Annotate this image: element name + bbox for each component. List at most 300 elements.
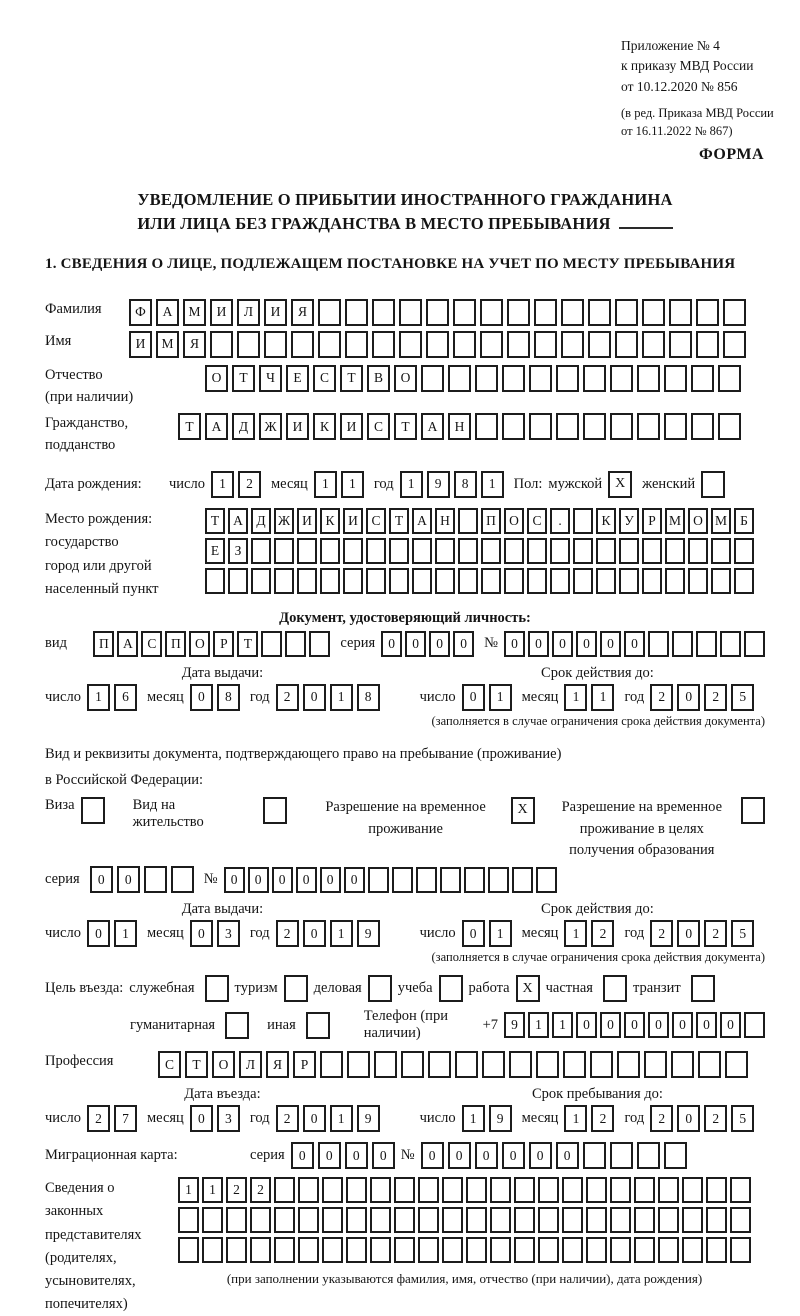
form-cell: 3 — [217, 1105, 240, 1132]
form-cell — [322, 1237, 343, 1263]
form-cell — [730, 1207, 751, 1233]
form-cell — [455, 1051, 478, 1078]
form-cell — [536, 867, 557, 893]
given-name-row — [45, 331, 765, 358]
residence-permit-label: Вид на жительство — [132, 796, 204, 830]
year-label: год — [373, 475, 394, 492]
form-cell: 1 — [114, 920, 137, 947]
form-cell — [226, 1237, 247, 1263]
form-cell — [274, 538, 294, 564]
form-cell — [442, 1237, 463, 1263]
form-cell: 2 — [704, 1105, 727, 1132]
form-cell: 0 — [429, 631, 450, 657]
form-cell: Т — [205, 508, 225, 534]
form-cell — [562, 1177, 583, 1203]
form-cell: 2 — [87, 1105, 110, 1132]
form-cell — [556, 413, 579, 440]
permit-series-cells — [90, 866, 194, 893]
form-cell — [237, 331, 260, 358]
form-cell — [562, 1207, 583, 1233]
surname-row — [45, 299, 765, 326]
form-cell: 9 — [357, 1105, 380, 1132]
form-cell — [688, 538, 708, 564]
form-cell: 1 — [202, 1177, 223, 1203]
form-cell — [711, 538, 731, 564]
form-cell — [583, 1142, 606, 1169]
birth-place-row1-cells — [205, 508, 754, 534]
form-cell — [481, 568, 501, 594]
form-cell: 8 — [454, 471, 477, 498]
form-cell: К — [313, 413, 336, 440]
form-cell — [298, 1177, 319, 1203]
form-cell — [590, 1051, 613, 1078]
form-cell — [529, 413, 552, 440]
form-cell: 0 — [529, 1142, 552, 1169]
form-cell — [502, 365, 525, 392]
form-cell — [318, 331, 341, 358]
form-cell: Н — [448, 413, 471, 440]
birth-year-cells — [400, 471, 504, 498]
form-cell — [389, 568, 409, 594]
form-cell — [617, 1051, 640, 1078]
birth-day-cells — [211, 471, 261, 498]
form-cell: Я — [291, 299, 314, 326]
permit-number-label: № — [203, 871, 218, 888]
form-cell: О — [189, 631, 210, 657]
form-cell: Т — [178, 413, 201, 440]
issue-month-cells — [190, 684, 240, 711]
form-cell — [458, 568, 478, 594]
form-cell — [550, 568, 570, 594]
form-cell — [563, 1051, 586, 1078]
form-cell — [399, 331, 422, 358]
form-cell: З — [228, 538, 248, 564]
form-cell: 0 — [556, 1142, 579, 1169]
form-cell — [634, 1207, 655, 1233]
form-cell: И — [129, 331, 152, 358]
form-cell — [442, 1207, 463, 1233]
doc-kind-label: вид — [45, 635, 67, 652]
form-cell: 0 — [303, 920, 326, 947]
form-cell — [696, 631, 717, 657]
purpose-other-checkbox — [306, 1012, 330, 1039]
valid-until-heading: Срок действия до: — [541, 664, 654, 681]
sex-female-label: женский — [642, 475, 696, 492]
birth-date-row — [45, 471, 765, 498]
form-cell: 0 — [318, 1142, 341, 1169]
page-title — [45, 188, 765, 236]
residence-doc-intro: Вид и реквизиты документа, подтверждающего право на пребывание (проживание) в Российской Федерации: — [45, 745, 562, 788]
form-cell: И — [343, 508, 363, 534]
appendix-reference — [621, 36, 774, 140]
form-cell — [711, 568, 731, 594]
form-cell — [718, 413, 741, 440]
form-cell — [573, 508, 593, 534]
form-cell — [691, 413, 714, 440]
form-cell: А — [421, 413, 444, 440]
form-cell: 7 — [114, 1105, 137, 1132]
form-cell: С — [527, 508, 547, 534]
validity-note: (заполняется в случае ограничения срока действия документа) — [431, 713, 765, 728]
form-cell — [418, 1177, 439, 1203]
profession-label: Профессия — [45, 1053, 114, 1070]
form-cell: 0 — [344, 867, 365, 893]
form-cell: О — [205, 365, 228, 392]
issue-date-heading: Дата выдачи: — [181, 901, 264, 918]
form-cell — [527, 538, 547, 564]
form-cell — [274, 568, 294, 594]
birth-month-cells — [314, 471, 364, 498]
form-cell — [665, 538, 685, 564]
form-cell — [682, 1207, 703, 1233]
form-cell: М — [665, 508, 685, 534]
sex-female-checkbox — [701, 471, 725, 498]
form-cell: 1 — [591, 684, 614, 711]
issue-date-heading: Дата выдачи: — [181, 664, 264, 681]
form-cell — [538, 1237, 559, 1263]
form-cell: 0 — [190, 1105, 213, 1132]
purpose-business-label: деловая — [313, 980, 362, 997]
form-cell: 0 — [502, 1142, 525, 1169]
form-cell: 0 — [696, 1012, 717, 1038]
form-cell: С — [141, 631, 162, 657]
phone-cells — [504, 1012, 765, 1038]
form-cell: С — [158, 1051, 181, 1078]
form-cell — [610, 1207, 631, 1233]
form-cell: 1 — [489, 684, 512, 711]
form-cell — [464, 867, 485, 893]
form-cell — [488, 867, 509, 893]
form-cell — [665, 568, 685, 594]
form-cell — [502, 413, 525, 440]
birth-place-row2-cells — [205, 538, 754, 564]
form-cell: Ч — [259, 365, 282, 392]
form-cell — [291, 331, 314, 358]
form-cell: 0 — [677, 684, 700, 711]
title-line2: ИЛИ ЛИЦА БЕЗ ГРАЖДАНСТВА В МЕСТО ПРЕБЫВАНИЯ — [45, 212, 765, 236]
form-cell: И — [210, 299, 233, 326]
form-cell: Т — [394, 413, 417, 440]
form-cell: В — [367, 365, 390, 392]
purpose-tourism-checkbox — [284, 975, 308, 1002]
form-cell — [696, 331, 719, 358]
issue-year-cells — [276, 684, 380, 711]
visa-label: Виза — [45, 796, 75, 813]
form-cell: 0 — [87, 920, 110, 947]
valid-year-cells — [650, 920, 754, 947]
birth-date-label: Дата рождения: — [45, 475, 142, 492]
amendment-reference — [621, 104, 774, 140]
form-cell: 0 — [291, 1142, 314, 1169]
surname-cells — [129, 299, 746, 326]
form-cell — [226, 1207, 247, 1233]
issue-month-cells — [190, 920, 240, 947]
doc-kind-cells — [93, 631, 330, 657]
edu-permit-checkbox — [741, 797, 765, 824]
form-cell — [466, 1237, 487, 1263]
residence-doc-dates-row — [45, 920, 765, 947]
form-cell: 2 — [650, 684, 673, 711]
form-cell — [481, 538, 501, 564]
form-cell — [274, 1237, 295, 1263]
form-cell — [658, 1207, 679, 1233]
form-cell — [637, 413, 660, 440]
migration-series-cells — [291, 1142, 395, 1169]
form-cell — [669, 331, 692, 358]
form-cell — [250, 1207, 271, 1233]
amendment-line: (в ред. Приказа МВД России — [621, 105, 774, 120]
form-cell: Р — [293, 1051, 316, 1078]
form-cell: 8 — [217, 684, 240, 711]
form-cell — [202, 1237, 223, 1263]
validity-note: (заполняется в случае ограничения срока действия документа) — [431, 950, 765, 965]
form-cell — [274, 1177, 295, 1203]
form-cell: 0 — [372, 1142, 395, 1169]
residence-permit-checkbox — [263, 797, 287, 824]
form-cell: 1 — [462, 1105, 485, 1132]
purpose-official-label: служебная — [129, 980, 195, 997]
form-cell: И — [264, 299, 287, 326]
temp-permit-label: Разрешение на временное проживание — [325, 798, 486, 837]
form-cell: А — [205, 413, 228, 440]
arrival-date: число 2 7 месяц 0 3 год 2 0 1 9 — [45, 1105, 380, 1132]
form-cell — [610, 413, 633, 440]
form-cell — [514, 1177, 535, 1203]
form-cell: 0 — [677, 920, 700, 947]
form-cell: 0 — [272, 867, 293, 893]
form-cell — [637, 1142, 660, 1169]
form-cell — [370, 1237, 391, 1263]
form-cell: 0 — [345, 1142, 368, 1169]
issue-day-cells — [87, 920, 137, 947]
form-cell — [389, 538, 409, 564]
form-cell — [664, 365, 687, 392]
form-cell: 0 — [453, 631, 474, 657]
form-cell — [682, 1237, 703, 1263]
form-cell — [178, 1207, 199, 1233]
form-cell — [744, 631, 765, 657]
form-cell: 1 — [400, 471, 423, 498]
form-cell: О — [394, 365, 417, 392]
form-marker: ФОРМА — [698, 146, 764, 163]
given-name-label: Имя — [45, 332, 72, 349]
residence-doc-dates-headings — [45, 901, 765, 918]
form-cell: . — [550, 508, 570, 534]
form-cell — [264, 331, 287, 358]
form-cell — [642, 568, 662, 594]
form-cell: 1 — [341, 471, 364, 498]
sex-male-label: мужской — [548, 475, 603, 492]
form-cell — [346, 1177, 367, 1203]
form-cell: Д — [232, 413, 255, 440]
form-cell: Р — [213, 631, 234, 657]
form-cell — [644, 1051, 667, 1078]
citizenship-row — [45, 413, 765, 457]
form-cell — [596, 568, 616, 594]
form-cell — [504, 568, 524, 594]
form-cell — [322, 1177, 343, 1203]
form-cell — [426, 299, 449, 326]
form-cell — [228, 568, 248, 594]
form-cell: 3 — [217, 920, 240, 947]
form-cell — [619, 538, 639, 564]
form-cell — [615, 331, 638, 358]
migration-number-label: № — [400, 1147, 415, 1164]
given-name-cells — [129, 331, 746, 358]
patronymic-cells — [205, 365, 741, 392]
form-cell — [440, 867, 461, 893]
form-cell — [734, 538, 754, 564]
representatives-row1-cells — [178, 1177, 751, 1203]
form-cell: Я — [266, 1051, 289, 1078]
identity-valid-date: число 0 1 месяц 1 1 год 2 0 2 5 — [420, 684, 755, 711]
form-cell — [642, 331, 665, 358]
form-cell — [669, 299, 692, 326]
form-cell: 5 — [731, 1105, 754, 1132]
form-cell: 9 — [357, 920, 380, 947]
form-cell — [274, 1207, 295, 1233]
form-cell — [664, 413, 687, 440]
form-cell — [725, 1051, 748, 1078]
form-cell — [442, 1177, 463, 1203]
form-cell — [298, 1237, 319, 1263]
form-cell — [171, 866, 194, 893]
form-cell — [610, 1237, 631, 1263]
form-cell — [534, 299, 557, 326]
form-cell: 0 — [303, 684, 326, 711]
form-cell: Т — [340, 365, 363, 392]
form-cell: П — [165, 631, 186, 657]
form-cell — [421, 365, 444, 392]
form-cell — [648, 631, 669, 657]
form-cell: 0 — [248, 867, 269, 893]
visa-checkbox — [81, 797, 105, 824]
form-cell: Я — [183, 331, 206, 358]
form-cell: 0 — [462, 920, 485, 947]
form-cell — [347, 1051, 370, 1078]
form-cell: 1 — [330, 1105, 353, 1132]
form-cell — [586, 1237, 607, 1263]
form-cell — [374, 1051, 397, 1078]
surname-label: Фамилия — [45, 300, 102, 317]
form-cell — [588, 331, 611, 358]
form-cell — [475, 365, 498, 392]
form-cell — [394, 1237, 415, 1263]
form-cell: У — [619, 508, 639, 534]
form-cell: 2 — [238, 471, 261, 498]
form-cell — [671, 1051, 694, 1078]
form-cell: 0 — [462, 684, 485, 711]
form-cell: 1 — [564, 920, 587, 947]
form-cell — [250, 1237, 271, 1263]
profession-row — [45, 1051, 765, 1078]
identity-doc-heading: Документ, удостоверяющий личность: — [279, 609, 531, 626]
form-cell — [366, 568, 386, 594]
form-cell: 0 — [320, 867, 341, 893]
form-cell: К — [596, 508, 616, 534]
form-cell — [573, 538, 593, 564]
form-cell: Р — [642, 508, 662, 534]
form-cell: С — [366, 508, 386, 534]
form-cell — [490, 1177, 511, 1203]
form-cell: 0 — [504, 631, 525, 657]
form-cell — [435, 538, 455, 564]
representatives-note: (при заполнении указываются фамилия, имя, отчество (при наличии), дата рождения) — [226, 1271, 703, 1287]
form-cell — [261, 631, 282, 657]
form-cell — [723, 331, 746, 358]
form-cell — [734, 568, 754, 594]
profession-cells — [158, 1051, 748, 1078]
arrival-month-cells — [190, 1105, 240, 1132]
form-cell — [586, 1207, 607, 1233]
form-cell — [490, 1207, 511, 1233]
form-cell — [345, 299, 368, 326]
entry-purpose-row — [45, 975, 765, 1002]
form-cell — [480, 299, 503, 326]
doc-number-label: № — [484, 635, 498, 652]
valid-month-cells — [564, 684, 614, 711]
form-cell — [251, 538, 271, 564]
form-cell — [453, 299, 476, 326]
form-cell — [698, 1051, 721, 1078]
birth-place-row3-cells — [205, 568, 754, 594]
form-cell — [610, 1142, 633, 1169]
form-cell — [583, 365, 606, 392]
permit-issue-date: число 0 1 месяц 0 3 год 2 0 1 9 — [45, 920, 380, 947]
form-cell — [453, 331, 476, 358]
form-cell: О — [688, 508, 708, 534]
form-cell — [318, 299, 341, 326]
migration-number-cells — [421, 1142, 687, 1169]
form-cell: 0 — [303, 1105, 326, 1132]
form-cell: А — [228, 508, 248, 534]
form-cell: 1 — [314, 471, 337, 498]
form-cell: 1 — [87, 684, 110, 711]
form-cell — [744, 1012, 765, 1038]
purpose-tourism-label: туризм — [234, 980, 278, 997]
form-cell: И — [297, 508, 317, 534]
form-cell — [418, 1207, 439, 1233]
form-cell: 0 — [224, 867, 245, 893]
stay-until-date: число 1 9 месяц 1 2 год 2 0 2 5 — [420, 1105, 755, 1132]
form-cell: П — [481, 508, 501, 534]
form-cell: О — [212, 1051, 235, 1078]
form-cell — [458, 508, 478, 534]
form-cell — [688, 568, 708, 594]
form-cell: А — [412, 508, 432, 534]
form-cell — [664, 1142, 687, 1169]
form-cell — [412, 538, 432, 564]
form-cell: Н — [435, 508, 455, 534]
form-cell — [615, 299, 638, 326]
form-cell — [251, 568, 271, 594]
representatives-row2-cells — [178, 1207, 751, 1233]
form-cell — [573, 568, 593, 594]
permit-valid-date: число 0 1 месяц 1 2 год 2 0 2 5 — [420, 920, 755, 947]
form-cell — [343, 538, 363, 564]
form-cell: Е — [286, 365, 309, 392]
form-cell: Т — [232, 365, 255, 392]
form-cell — [202, 1207, 223, 1233]
stay-until-heading: Срок пребывания до: — [531, 1086, 663, 1103]
phone-label: Телефон (при наличии) — [363, 1008, 448, 1042]
purpose-business-checkbox — [368, 975, 392, 1002]
form-cell: 0 — [624, 631, 645, 657]
form-cell — [610, 365, 633, 392]
form-cell — [504, 538, 524, 564]
form-cell: 0 — [405, 631, 426, 657]
form-cell: С — [313, 365, 336, 392]
